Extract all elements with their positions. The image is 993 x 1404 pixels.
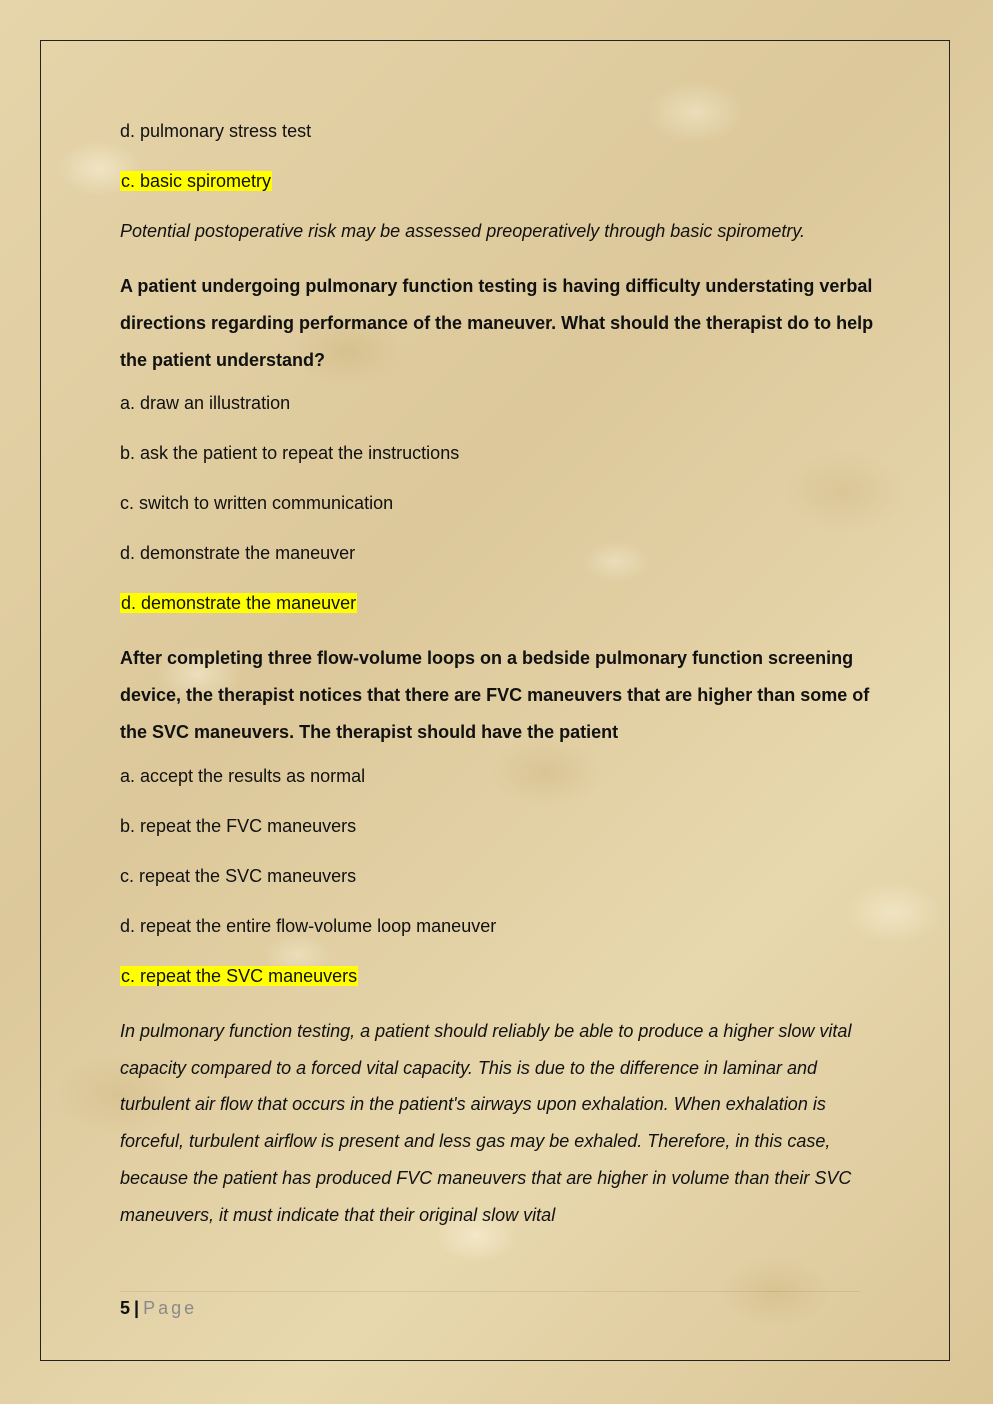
page-footer — [120, 1295, 197, 1321]
page-label: Page — [143, 1298, 198, 1318]
document-body — [120, 118, 880, 1248]
prev-answer — [120, 168, 880, 194]
q2-option-d: d. repeat the entire flow-volume loop maneuver — [120, 915, 497, 936]
q1-option-d: d. demonstrate the maneuver — [120, 543, 356, 564]
footer-divider — [120, 1291, 860, 1292]
answer-highlight: c. basic spirometry — [121, 171, 272, 191]
q2-option-b: b. repeat the FVC maneuvers — [120, 815, 357, 836]
q1-option-a: a. draw an illustration — [120, 393, 291, 414]
prev-option-d: d. pulmonary stress test — [120, 121, 312, 141]
answer-highlight: c. repeat the SVC maneuvers — [121, 965, 358, 986]
q1-answer — [120, 590, 880, 616]
q2-option-c: c. repeat the SVC maneuvers — [120, 865, 357, 886]
q1-option-c: c. switch to written communication — [120, 493, 394, 514]
footer-separator: | — [134, 1298, 140, 1318]
question-1: A patient undergoing pulmonary function testing is having difficulty understating verbal directions regarding performance of the maneuver. What should the therapist do to help the patient understand? — [120, 276, 874, 370]
prev-explanation: Potential postoperative risk may be assessed preoperatively through basic spirometry. — [120, 221, 806, 241]
q2-explanation: In pulmonary function testing, a patient should reliably be able to produce a higher slow vital capacity compared to a forced vital capacity. This is due to the difference in laminar and turbulent air flow that occurs in the patient's airways upon exhalation. When exhalation is forceful, turbulent airflow is present and less gas may be exhaled. Therefore, in this case, because the patient has produced FVC maneuvers that are higher in volume than their SVC maneuvers, it must indicate that their original slow vital — [120, 1020, 852, 1225]
q2-answer — [120, 963, 880, 989]
page-number: 5 — [120, 1298, 131, 1318]
q1-option-b: b. ask the patient to repeat the instructions — [120, 443, 460, 464]
q2-option-a: a. accept the results as normal — [120, 765, 366, 786]
question-2: After completing three flow-volume loops on a bedside pulmonary function screening device, the therapist notices that there are FVC maneuvers that are higher than some of the SVC maneuvers. The therapist should have the patient — [120, 648, 870, 742]
answer-highlight: d. demonstrate the maneuver — [121, 593, 357, 614]
